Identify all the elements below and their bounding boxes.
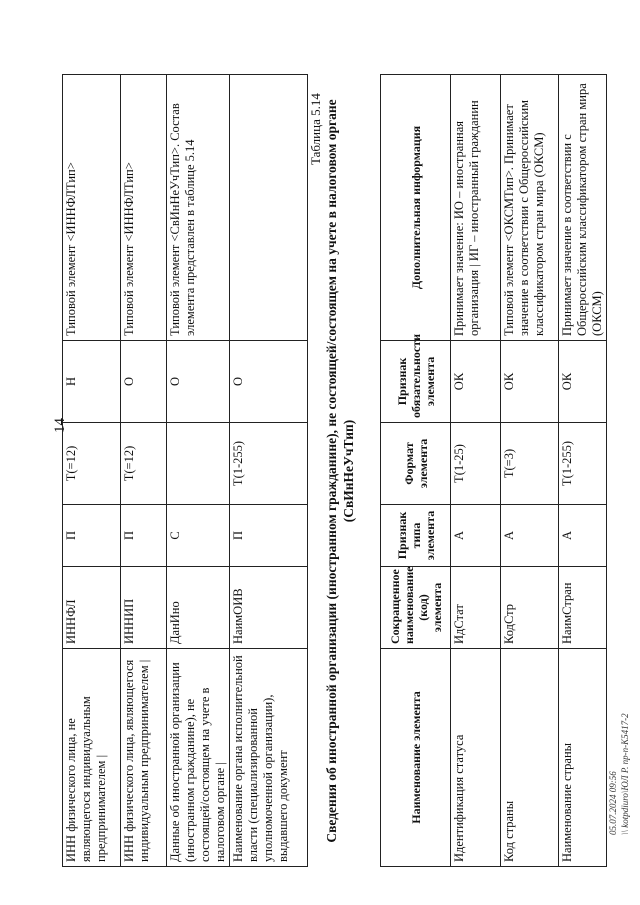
element-type-cell: С — [167, 505, 230, 567]
element-required-cell: ОК — [451, 341, 501, 423]
element-code-cell: НаимСтран — [559, 567, 607, 649]
element-info-cell — [230, 75, 308, 341]
table-header-row — [381, 75, 451, 867]
element-type-cell: П — [63, 505, 121, 567]
table-row — [230, 75, 308, 867]
element-info-cell: Типовой элемент <ОКСМТип>. Принимает значение в соответствии с Общероссийским классификатором стран мира (ОКСМ) — [501, 75, 559, 341]
element-format-cell: T(1-25) — [451, 423, 501, 505]
element-required-cell: О — [230, 341, 308, 423]
table-row — [501, 75, 559, 867]
element-info-cell: Типовой элемент <ИННФЛТип> — [121, 75, 167, 341]
element-name-cell: ИНН физического лица, не являющегося индивидуальным предпринимателем | — [63, 649, 121, 867]
table-row — [451, 75, 501, 867]
header-element-format: Формат элемента — [381, 423, 451, 505]
element-required-cell: ОК — [501, 341, 559, 423]
header-element-type: Признак типа элемента — [381, 505, 451, 567]
element-name-cell: ИНН физического лица, являющегося индивидуальным предпринимателем | — [121, 649, 167, 867]
element-required-cell: Н — [63, 341, 121, 423]
element-format-cell: T(=12) — [121, 423, 167, 505]
table-caption: Таблица 5.14 — [308, 93, 323, 165]
element-code-cell: КодСтр — [501, 567, 559, 649]
page-number: 14 — [52, 418, 68, 433]
element-type-cell: П — [121, 505, 167, 567]
element-required-cell: ОК — [559, 341, 607, 423]
header-element-required: Признак обязательности элемента — [381, 341, 451, 423]
element-format-cell: T(=12) — [63, 423, 121, 505]
header-additional-info: Дополнительная информация — [381, 75, 451, 341]
continuation-table — [62, 74, 308, 867]
element-info-cell: Принимает значение в соответствии с Общероссийским классификатором стран мира (ОКСМ) — [559, 75, 607, 341]
table-row — [167, 75, 230, 867]
element-code-cell: НаимОИВ — [230, 567, 308, 649]
element-code-cell: ДанИно — [167, 567, 230, 649]
header-element-code: Сокращенное наименование (код) элемента — [381, 567, 451, 649]
element-required-cell: О — [167, 341, 230, 423]
element-type-cell: П — [230, 505, 308, 567]
footer-path: \\ kotpdiuro\ЮЛ P. пр-п-К5417-2 — [620, 713, 630, 835]
element-format-cell: T(1-255) — [559, 423, 607, 505]
element-type-cell: А — [559, 505, 607, 567]
element-name-cell: Наименование страны — [559, 649, 607, 867]
footer-timestamp: 05.07.2024 09:56 — [608, 771, 618, 835]
element-format-cell: T(=3) — [501, 423, 559, 505]
attributes-table — [380, 74, 607, 867]
table-row — [559, 75, 607, 867]
table-subtitle: (СвИнНеУчТип) — [341, 419, 356, 523]
element-code-cell: ИННФЛ — [63, 567, 121, 649]
table-row — [63, 75, 121, 867]
element-code-cell: ИННИП — [121, 567, 167, 649]
element-format-cell — [167, 423, 230, 505]
element-name-cell: Наименование органа исполнительной власти (специализированной уполномоченной организации), выдавшего документ — [230, 649, 308, 867]
header-element-name: Наименование элемента — [381, 649, 451, 867]
element-code-cell: ИдСтат — [451, 567, 501, 649]
element-format-cell: T(1-255) — [230, 423, 308, 505]
element-info-cell: Типовой элемент <ИННФЛТип> — [63, 75, 121, 341]
element-name-cell: Код страны — [501, 649, 559, 867]
element-type-cell: А — [451, 505, 501, 567]
element-info-cell: Принимает значение: ИО – иностранная организация | ИГ – иностранный гражданин — [451, 75, 501, 341]
element-name-cell: Идентификация статуса — [451, 649, 501, 867]
table-row — [121, 75, 167, 867]
element-name-cell: Данные об иностранной организации (иностранном гражданине), не состоящей/состоящем на учете в налоговом органе | — [167, 649, 230, 867]
element-required-cell: О — [121, 341, 167, 423]
element-type-cell: А — [501, 505, 559, 567]
element-info-cell: Типовой элемент <СвИнНеУчТип>. Состав элемента представлен в таблице 5.14 — [167, 75, 230, 341]
table-title: Сведения об иностранной организации (иностранном гражданине), не состоящей/состоящем на учете в налоговом органе — [324, 99, 339, 843]
